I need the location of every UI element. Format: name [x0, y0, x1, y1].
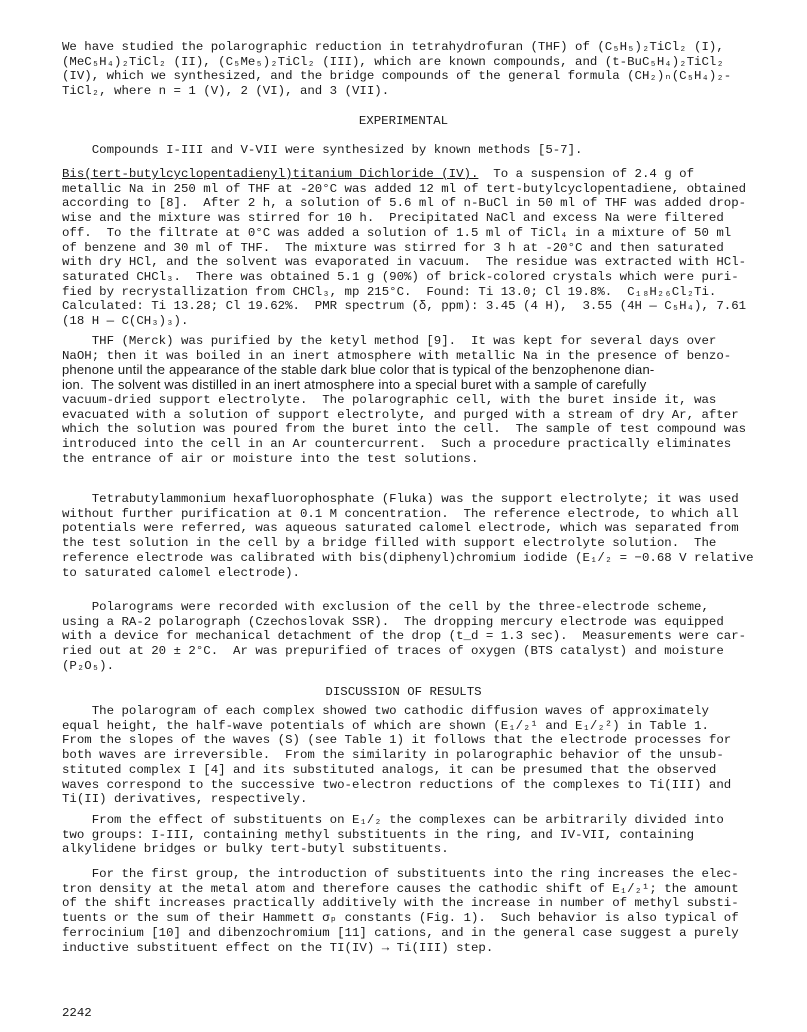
experimental-paragraph-4: Tetrabutylammonium hexafluorophosphate (Fluka) was the support electrolyte; it was used without further purification at 0.1 M concentration. The reference electrode, to which all potentials were referred, was aqueous saturated calomel electrode, which was separated from the test solution in the cell by a bridge filled with support electrolyte solution. The reference electrode was calibrated with bis(diphenyl)chromium iodide (E₁/₂ = −0.68 V relative to saturated calomel electrode). — [62, 492, 754, 580]
experimental-paragraph-3-bold: phenone until the appearance of the stable dark blue color that is typical of the benzophenone dian- ion. The solvent was distilled in an inert atmosphere into a special buret with a sample of carefully — [62, 362, 655, 393]
discussion-paragraph-1: The polarogram of each complex showed two cathodic diffusion waves of approximately equal height, the half-wave potentials of which are shown (E₁/₂¹ and E₁/₂²) in Table 1. From the slopes of the waves (S) (see Table 1) it follows that the electrode processes for both waves are irreversible. From the similarity in polarographic behavior of the unsub- stituted complex I [4] and its substituted analogs, it can be presumed that the observed waves correspond to the successive two-electron reductions of the complexes to Ti(III) and Ti(II) derivatives, respectively. — [62, 704, 732, 807]
page-number: 2242 — [62, 1006, 92, 1020]
discussion-paragraph-3: For the first group, the introduction of substituents into the ring increases the elec- tron density at the metal atom and therefore causes the cathodic shift of E₁/₂¹; the amount of the shift increases practically additively with the increase in number of methyl substi- tuents or the sum of their Hammett σₚ constants (Fig. 1). Such behavior is also typical of ferrocinium [10] and dibenzochromium [11] cations, and in the general case suggest a purely inductive substituent effect on the TI(IV) → Ti(III) step. — [62, 867, 739, 955]
experimental-paragraph-1: Compounds I-III and V-VII were synthesized by known methods [5-7]. — [62, 143, 583, 157]
experimental-paragraph-5: Polarograms were recorded with exclusion of the cell by the three-electrode scheme, using a RA-2 polarograph (Czechoslovak SSR). The dropping mercury electrode was equipped with a device for mechanical detachment of the drop (t_d = 1.3 sec). Measurements were car- ried out at 20 ± 2°C. Ar was prepurified of traces of oxygen (BTS catalyst) and moisture (P₂O₅). — [62, 600, 747, 673]
experimental-paragraph-2-first-line — [62, 167, 762, 182]
intro-paragraph: We have studied the polarographic reduction in tetrahydrofuran (THF) of (C₅H₅)₂TiCl₂ (I), (MeC₅H₄)₂TiCl₂ (II), (C₅Me₅)₂TiCl₂ (III), which are known compounds, and (t-BuC₅H₄)₂TiCl₂ (IV), which we synthesized, and the bridge compounds of the general formula (CH₂)ₙ(C₅H₄)₂- TiCl₂, where n = 1 (V), 2 (VI), and 3 (VII). — [62, 40, 732, 99]
experimental-paragraph-3-end: vacuum-dried support electrolyte. The polarographic cell, with the buret inside it, was evacuated with a solution of support electrolyte, and purged with a stream of dry Ar, after which the solution was poured from the buret into the cell. The sample of test compound was introduced into the cell in an Ar countercurrent. Such a procedure practically eliminates the entrance of air or moisture into the test solutions. — [62, 392, 747, 466]
experimental-heading: EXPERIMENTAL — [358, 114, 449, 128]
compound-iv-first-line-text: To a suspension of 2.4 g of — [478, 167, 695, 181]
experimental-paragraph-3-start: THF (Merck) was purified by the ketyl method [9]. It was kept for several days over NaOH; then it was boiled in an inert atmosphere with metallic Na in the presence of benzo- — [62, 334, 732, 363]
experimental-paragraph-2-body: metallic Na in 250 ml of THF at -20°C was added 12 ml of tert-butylcyclopentadiene, obtained according to [8]. After 2 h, a solution of 5.6 ml of n-BuCl in 50 ml of THF was added drop- wise and the mixture was stirred for 10 h. Precipitated NaCl and excess Na were filtered off. To the filtrate at 0°C was added a solution of 1.5 ml of TiCl₄ in a mixture of 50 ml of benzene and 30 ml of THF. The mixture was stirred for 3 h at -20°C and then saturated with dry HCl, and the solvent was evaporated in vacuum. The residue was extracted with HCl- saturated CHCl₃. There was obtained 5.1 g (90%) of brick-colored crystals which were puri- fied by recrystallization from CHCl₃, mp 215°C. Found: Ti 13.0; Cl 19.8%. C₁₈H₂₆Cl₂Ti. Calculated: Ti 13.28; Cl 19.62%. PMR spectrum (δ, ppm): 3.45 (4 H), 3.55 (4H — C₅H₄), 7.61 (18 H — C(CH₃)₃). — [62, 181, 747, 329]
discussion-heading: DISCUSSION OF RESULTS — [325, 685, 482, 699]
discussion-paragraph-2: From the effect of substituents on E₁/₂ the complexes can be arbitrarily divided into two groups: I-III, containing methyl substituents in the ring, and IV-VII, containing alkylidene bridges or bulky tert-butyl substituents. — [62, 813, 724, 857]
compound-iv-title: Bis(tert-butylcyclopentadienyl)titanium Dichloride (IV). — [62, 167, 479, 181]
